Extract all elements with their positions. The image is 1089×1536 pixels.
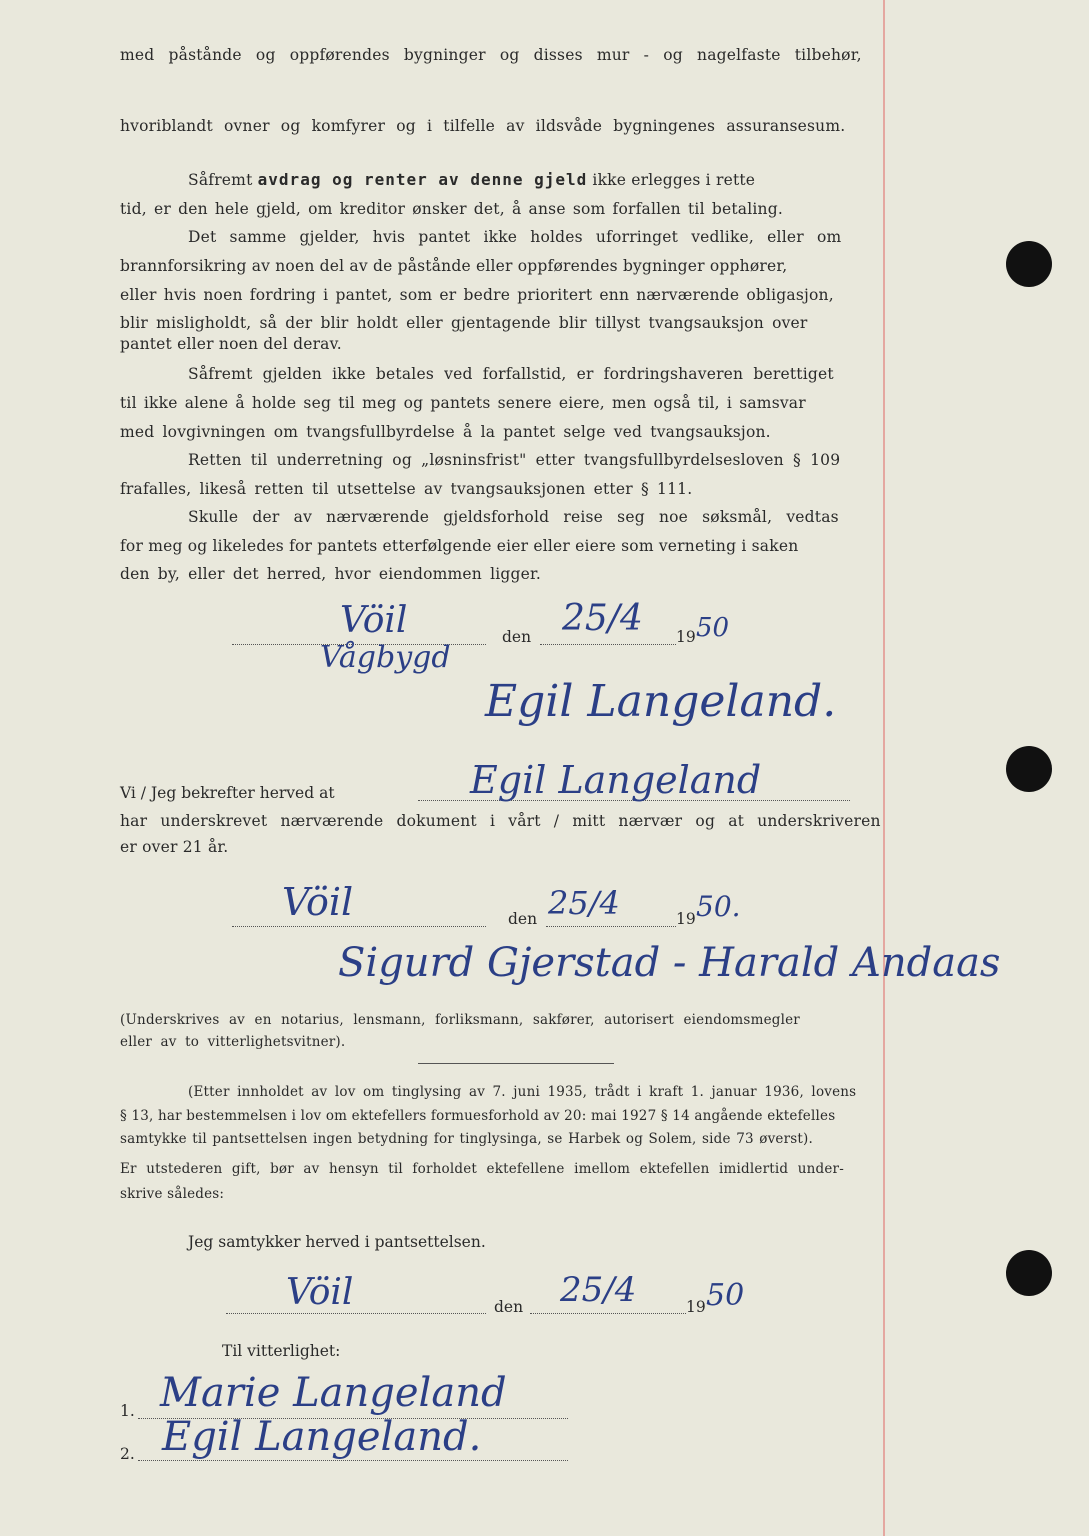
- body-line-10: Såfremt gjelden ikke betales ved forfallstid, er fordringshaveren berettiget: [188, 365, 834, 383]
- note-1-line-2: eller av to vitterlighetsvitner).: [120, 1034, 346, 1050]
- confirm-line-3: er over 21 år.: [120, 838, 229, 856]
- note-1-line-1: (Underskrives av en notarius, lensmann, forliksmann, sakfører, autorisert eiendomsmegler: [120, 1012, 800, 1028]
- handwritten-year: 50: [696, 613, 730, 643]
- punch-hole-bottom: [1006, 1250, 1052, 1296]
- den-label: den: [502, 628, 532, 646]
- den-label-3: den: [494, 1298, 524, 1316]
- note-2-line-4: Er utstederen gift, bør av hensyn til forholdet ektefellene imellom ektefellen imidlertid under-: [120, 1161, 844, 1177]
- witness-2-dotted-line: [138, 1460, 568, 1461]
- punch-hole-middle: [1006, 746, 1052, 792]
- red-margin-line: [883, 0, 885, 1536]
- note-2-line-2: § 13, har bestemmelsen i lov om ektefellers formuesforhold av 20: mai 1927 § 14 angående ektefelles: [120, 1108, 836, 1124]
- body-line-3-prefix: Såfremt: [188, 171, 253, 189]
- handwritten-place-4: Vöil: [286, 1272, 354, 1313]
- body-line-9: pantet eller noen del derav.: [120, 335, 342, 353]
- year-prefix-3: 19: [686, 1298, 706, 1316]
- place-dotted-line-3: [226, 1313, 486, 1314]
- handwritten-place-3: Vöil: [282, 880, 354, 924]
- place-dotted-line-2: [232, 926, 486, 927]
- handwritten-witness-2: Egil Langeland.: [162, 1414, 482, 1460]
- year-prefix: 19: [676, 628, 696, 646]
- year-prefix-2: 19: [676, 910, 696, 928]
- punch-hole-top: [1006, 241, 1052, 287]
- handwritten-confirm-name: Egil Langeland: [470, 758, 762, 802]
- confirm-line-2: har underskrevet nærværende dokument i vårt / mitt nærvær og at underskriveren: [120, 812, 881, 830]
- body-line-5: Det samme gjelder, hvis pantet ikke holdes uforringet vedlike, eller om: [188, 228, 842, 246]
- body-line-3: [188, 170, 755, 189]
- handwritten-witness-signatures: Sigurd Gjerstad - Harald Andaas: [338, 940, 1001, 986]
- handwritten-place: Vöil: [340, 600, 408, 641]
- typed-fill-in: avdrag og renter av denne gjeld: [257, 170, 588, 189]
- body-line-13: Retten til underretning og „løsninsfrist" etter tvangsfullbyrdelsesloven § 109: [188, 451, 841, 469]
- handwritten-date-3: 25/4: [560, 1270, 637, 1310]
- body-line-12: med lovgivningen om tvangsfullbyrdelse å la pantet selge ved tvangsauksjon.: [120, 423, 771, 441]
- date-dotted-line-3: [530, 1313, 686, 1314]
- note-2-line-3: samtykke til pantsettelsen ingen betydning for tinglysinga, se Harbek og Solem, side 73 øverst).: [120, 1131, 813, 1147]
- handwritten-signature-debtor: Egil Langeland.: [485, 676, 837, 727]
- date-dotted-line: [540, 644, 676, 645]
- consent-text: Jeg samtykker herved i pantsettelsen.: [188, 1233, 486, 1251]
- witness-label: Til vitterlighet:: [222, 1342, 341, 1360]
- body-line-6: brannforsikring av noen del av de påstånde eller oppførendes bygninger opphører,: [120, 257, 788, 275]
- body-line-2: hvoriblandt ovner og komfyrer og i tilfelle av ildsvåde bygningenes assuransesum.: [120, 117, 846, 135]
- body-line-16: for meg og likeledes for pantets etterfølgende eier eller eiere som verneting i saken: [120, 537, 799, 555]
- handwritten-witness-1: Marie Langeland: [160, 1370, 507, 1416]
- body-line-8: blir misligholdt, så der blir holdt eller gjentagende blir tillyst tvangsauksjon over: [120, 314, 808, 332]
- handwritten-year-3: 50: [706, 1278, 745, 1313]
- witness-2-number: 2.: [120, 1445, 135, 1463]
- body-line-1: med påstånde og oppførendes bygninger og disses mur - og nagelfaste tilbehør,: [120, 46, 862, 64]
- body-line-17: den by, eller det herred, hvor eiendommen ligger.: [120, 565, 542, 583]
- note-2-line-5: skrive således:: [120, 1186, 225, 1202]
- witness-1-number: 1.: [120, 1402, 135, 1420]
- separator-rule: [418, 1063, 614, 1064]
- handwritten-date: 25/4: [562, 598, 643, 639]
- body-line-7: eller hvis noen fordring i pantet, som er bedre prioritert enn nærværende obligasjon,: [120, 286, 834, 304]
- den-label-2: den: [508, 910, 538, 928]
- body-line-4: tid, er den hele gjeld, om kreditor ønsker det, å anse som forfallen til betaling.: [120, 200, 783, 218]
- date-dotted-line-2: [546, 926, 676, 927]
- body-line-14: frafalles, likeså retten til utsettelse av tvangsauksjonen etter § 111.: [120, 480, 693, 498]
- note-2-line-1: (Etter innholdet av lov om tinglysing av 7. juni 1935, trådt i kraft 1. januar 1936, lovens: [188, 1084, 857, 1100]
- handwritten-place-2: Vågbygd: [320, 640, 451, 675]
- handwritten-date-2: 25/4: [548, 884, 620, 922]
- body-line-15: Skulle der av nærværende gjeldsforhold reise seg noe søksmål, vedtas: [188, 508, 839, 526]
- body-line-3-suffix: ikke erlegges i rette: [592, 171, 756, 189]
- confirm-line-1: Vi / Jeg bekrefter herved at: [120, 784, 335, 802]
- body-line-11: til ikke alene å holde seg til meg og pantets senere eiere, men også til, i samsvar: [120, 394, 806, 412]
- handwritten-year-2: 50.: [696, 890, 741, 923]
